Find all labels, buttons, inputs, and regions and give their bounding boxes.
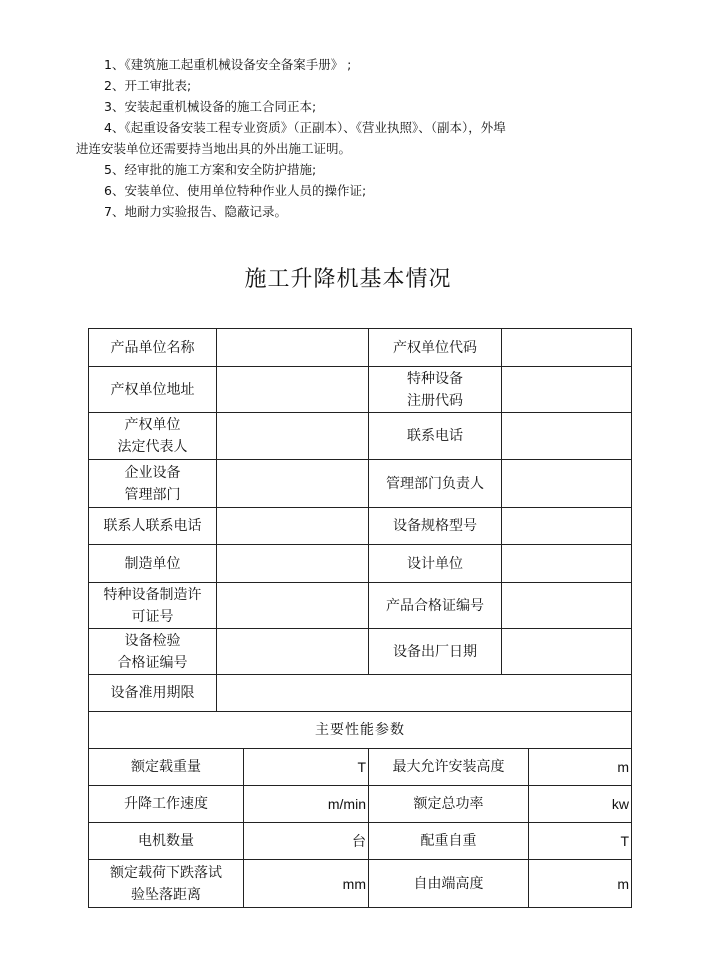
param-row <box>89 786 632 823</box>
value-cell[interactable] <box>217 508 369 545</box>
required-documents-list <box>76 54 524 222</box>
label-cell: 设备规格型号 <box>369 508 502 545</box>
table-row <box>89 629 632 675</box>
table-row <box>89 508 632 545</box>
param-label: 额定载重量 <box>89 749 244 786</box>
param-unit[interactable]: T <box>529 823 632 860</box>
value-cell[interactable] <box>502 583 632 629</box>
value-cell[interactable] <box>217 545 369 583</box>
label-cell: 联系电话 <box>369 413 502 460</box>
param-label: 额定总功率 <box>369 786 529 823</box>
label-cell: 产权单位地址 <box>89 367 217 413</box>
label-cell: 设计单位 <box>369 545 502 583</box>
param-label: 最大允许安装高度 <box>369 749 529 786</box>
label-cell: 制造单位 <box>89 545 217 583</box>
value-cell[interactable] <box>217 329 369 367</box>
value-cell[interactable] <box>502 629 632 675</box>
param-unit[interactable]: T <box>244 749 369 786</box>
list-item: 6、安装单位、使用单位特种作业人员的操作证; <box>104 183 367 198</box>
param-label: 电机数量 <box>89 823 244 860</box>
param-row <box>89 823 632 860</box>
label-cell: 产权单位 法定代表人 <box>89 413 217 460</box>
param-label: 额定载荷下跌落试 验坠落距离 <box>89 860 244 908</box>
label-cell: 特种设备 注册代码 <box>369 367 502 413</box>
value-cell[interactable] <box>217 629 369 675</box>
table-row <box>89 675 632 712</box>
label-cell: 企业设备 管理部门 <box>89 460 217 508</box>
value-cell[interactable] <box>502 329 632 367</box>
param-label: 配重自重 <box>369 823 529 860</box>
label-cell: 设备检验 合格证编号 <box>89 629 217 675</box>
value-cell[interactable] <box>217 460 369 508</box>
table-row <box>89 367 632 413</box>
table-row <box>89 712 632 749</box>
elevator-info-table <box>88 328 632 908</box>
label-cell: 管理部门负责人 <box>369 460 502 508</box>
param-unit[interactable]: m <box>529 749 632 786</box>
param-label: 升降工作速度 <box>89 786 244 823</box>
table-row <box>89 413 632 460</box>
table-row <box>89 583 632 629</box>
label-cell: 设备出厂日期 <box>369 629 502 675</box>
value-cell[interactable] <box>502 460 632 508</box>
param-unit[interactable]: 台 <box>244 823 369 860</box>
param-row <box>89 860 632 908</box>
value-cell[interactable] <box>217 583 369 629</box>
list-item: 2、开工审批表; <box>104 78 192 93</box>
label-cell: 特种设备制造许 可证号 <box>89 583 217 629</box>
param-row <box>89 749 632 786</box>
page-title: 施工升降机基本情况 <box>244 267 452 292</box>
value-cell[interactable] <box>502 367 632 413</box>
value-cell[interactable] <box>502 413 632 460</box>
list-item: 3、安装起重机械设备的施工合同正本; <box>104 99 317 114</box>
value-cell[interactable] <box>217 675 632 712</box>
list-item-continuation: 进连安装单位还需要持当地出具的外出施工证明。 <box>76 141 352 156</box>
label-cell: 产权单位代码 <box>369 329 502 367</box>
table-row <box>89 545 632 583</box>
list-item: 5、经审批的施工方案和安全防护措施; <box>104 162 317 177</box>
label-cell: 联系人联系电话 <box>89 508 217 545</box>
section-header: 主要性能参数 <box>89 712 632 749</box>
param-unit[interactable]: kw <box>529 786 632 823</box>
value-cell[interactable] <box>217 367 369 413</box>
table-row <box>89 329 632 367</box>
value-cell[interactable] <box>502 508 632 545</box>
value-cell[interactable] <box>502 545 632 583</box>
value-cell[interactable] <box>217 413 369 460</box>
label-cell: 产品合格证编号 <box>369 583 502 629</box>
list-item: 7、地耐力实验报告、隐蔽记录。 <box>104 204 287 219</box>
label-cell: 设备准用期限 <box>89 675 217 712</box>
label-cell: 产品单位名称 <box>89 329 217 367</box>
list-item: 1、《建筑施工起重机械设备安全备案手册》 ; <box>104 57 352 72</box>
table-row <box>89 460 632 508</box>
param-label: 自由端高度 <box>369 860 529 908</box>
list-item: 4、《起重设备安装工程专业资质》（正副本）、《营业执照》、（副本），外埠 <box>104 120 506 135</box>
param-unit[interactable]: mm <box>244 860 369 908</box>
param-unit[interactable]: m/min <box>244 786 369 823</box>
param-unit[interactable]: m <box>529 860 632 908</box>
